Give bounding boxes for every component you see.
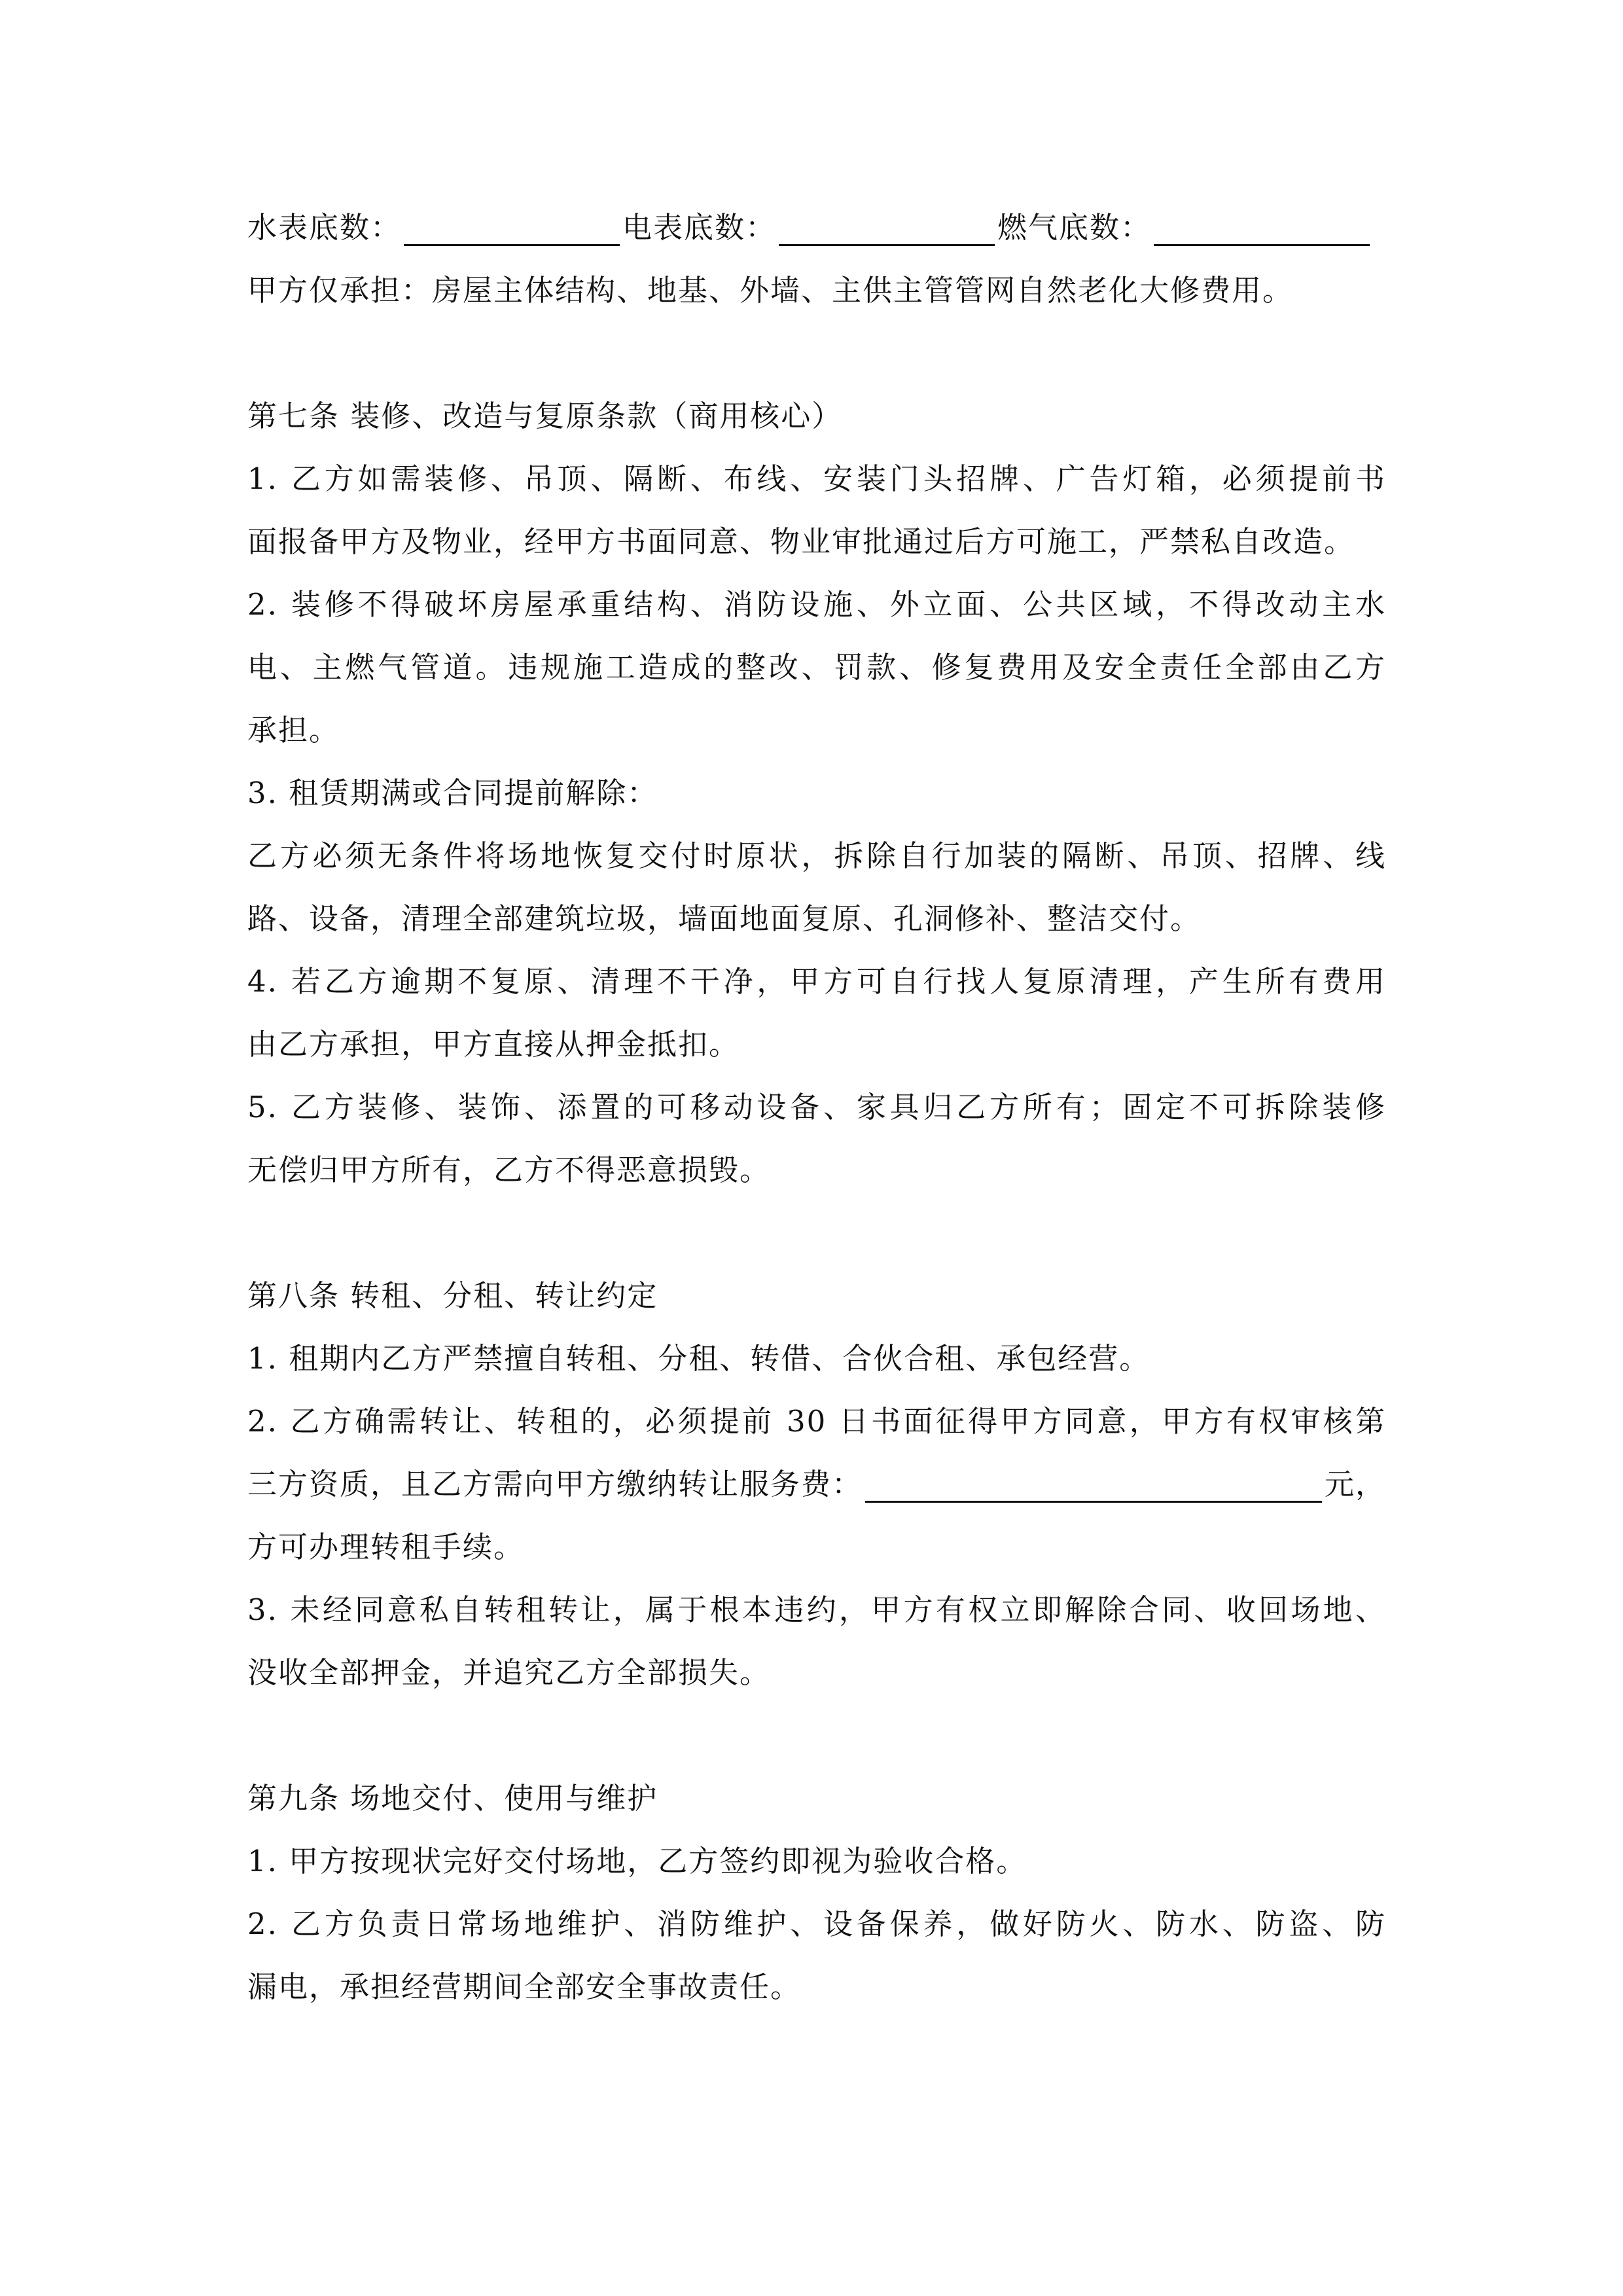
article7-line: 路、设备，清理全部建筑垃圾，墙面地面复原、孔洞修补、整洁交付。 bbox=[247, 901, 1202, 936]
article8-line: 1. 租期内乙方严禁擅自转租、分租、转借、合伙合租、承包经营。 bbox=[247, 1341, 1150, 1376]
article9-line: 漏电，承担经营期间全部安全事故责任。 bbox=[247, 1969, 802, 2004]
transfer-fee-unit: 元， bbox=[1324, 1467, 1386, 1501]
gas-meter-label: 燃气底数： bbox=[997, 210, 1152, 245]
article7-line: 由乙方承担，甲方直接从押金抵扣。 bbox=[247, 1027, 740, 1062]
article7-line: 3. 租赁期满或合同提前解除： bbox=[247, 776, 658, 810]
article7-line: 无偿归甲方所有，乙方不得恶意损毁。 bbox=[247, 1153, 771, 1187]
section-gap bbox=[247, 1202, 1386, 1265]
article7-line: 2. 装修不得破坏房屋承重结构、消防设施、外立面、公共区域，不得改动主水 bbox=[247, 587, 1386, 622]
document-body bbox=[247, 196, 1386, 2018]
article8-line: 方可办理转租手续。 bbox=[247, 1530, 525, 1564]
section-gap bbox=[247, 1704, 1386, 1767]
article9-heading: 第九条 场地交付、使用与维护 bbox=[247, 1781, 658, 1816]
transfer-fee-row bbox=[247, 1453, 1386, 1516]
article8-line: 没收全部押金，并追究乙方全部损失。 bbox=[247, 1655, 771, 1690]
electric-meter-item bbox=[622, 196, 997, 259]
article7-line: 承担。 bbox=[247, 713, 340, 747]
article7-line: 面报备甲方及物业，经甲方书面同意、物业审批通过后方可施工，严禁私自改造。 bbox=[247, 524, 1355, 559]
article7-line: 乙方必须无条件将场地恢复交付时原状，拆除自行加装的隔断、吊顶、招牌、线 bbox=[247, 838, 1386, 873]
article9-line: 1. 甲方按现状完好交付场地，乙方签约即视为验收合格。 bbox=[247, 1844, 1027, 1878]
article7-line: 4. 若乙方逾期不复原、清理不干净，甲方可自行找人复原清理，产生所有费用 bbox=[247, 964, 1386, 999]
section-gap bbox=[247, 322, 1386, 385]
gas-meter-item bbox=[997, 196, 1372, 259]
article7-heading: 第七条 装修、改造与复原条款（商用核心） bbox=[247, 399, 843, 433]
gas-meter-blank[interactable] bbox=[1154, 210, 1370, 246]
article7-line: 电、主燃气管道。违规施工造成的整改、罚款、修复费用及安全责任全部由乙方 bbox=[247, 650, 1386, 685]
transfer-fee-blank[interactable] bbox=[865, 1467, 1322, 1503]
water-meter-blank[interactable] bbox=[404, 210, 620, 246]
electric-meter-label: 电表底数： bbox=[622, 210, 777, 245]
electric-meter-blank[interactable] bbox=[779, 210, 995, 246]
water-meter-label: 水表底数： bbox=[247, 210, 402, 245]
article8-heading: 第八条 转租、分租、转让约定 bbox=[247, 1278, 658, 1313]
transfer-fee-label: 三方资质，且乙方需向甲方缴纳转让服务费： bbox=[247, 1467, 863, 1501]
landlord-obligation-line: 甲方仅承担：房屋主体结构、地基、外墙、主供主管管网自然老化大修费用。 bbox=[247, 273, 1294, 308]
article8-line: 3. 未经同意私自转租转让，属于根本违约，甲方有权立即解除合同、收回场地、 bbox=[247, 1592, 1386, 1627]
meter-readings-row bbox=[247, 196, 1386, 259]
article8-line: 2. 乙方确需转让、转租的，必须提前 30 日书面征得甲方同意，甲方有权审核第 bbox=[247, 1404, 1386, 1439]
water-meter-item bbox=[247, 196, 622, 259]
article7-line: 1. 乙方如需装修、吊顶、隔断、布线、安装门头招牌、广告灯箱，必须提前书 bbox=[247, 461, 1386, 496]
article7-line: 5. 乙方装修、装饰、添置的可移动设备、家具归乙方所有；固定不可拆除装修 bbox=[247, 1090, 1386, 1124]
article9-line: 2. 乙方负责日常场地维护、消防维护、设备保养，做好防火、防水、防盗、防 bbox=[247, 1907, 1386, 1941]
